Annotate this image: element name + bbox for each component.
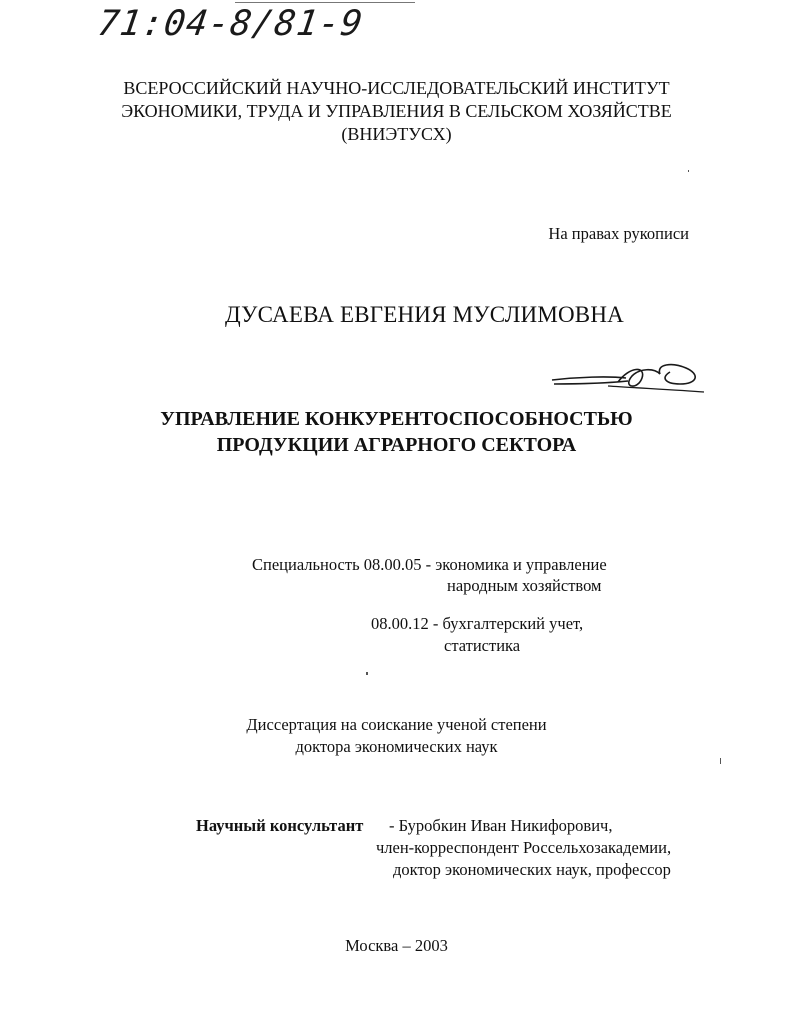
title-line-1: УПРАВЛЕНИЕ КОНКУРЕНТОСПОСОБНОСТЬЮ	[160, 408, 633, 430]
author-name: ДУСАЕВА ЕВГЕНИЯ МУСЛИМОВНА	[225, 302, 624, 327]
scan-speck	[366, 672, 368, 675]
scan-speck	[688, 170, 689, 172]
institute-line-3: (ВНИЭТУСХ)	[341, 124, 452, 144]
specialty-line-1: Специальность 08.00.05 - экономика и управление	[252, 555, 607, 574]
specialty-line-4: статистика	[444, 636, 521, 655]
specialty-line-3: 08.00.12 - бухгалтерский учет,	[371, 614, 584, 633]
title-line-2: ПРОДУКЦИИ АГРАРНОГО СЕКТОРА	[216, 434, 577, 456]
dissertation-title	[0, 406, 793, 458]
city-year: Москва – 2003	[345, 936, 448, 955]
degree-line-2: доктора экономических наук	[295, 737, 498, 756]
scan-speck	[720, 758, 721, 764]
institute-line-2: ЭКОНОМИКИ, ТРУДА И УПРАВЛЕНИЯ В СЕЛЬСКОМ ХОЗЯЙСТВЕ	[121, 101, 672, 121]
scan-edge-line	[235, 2, 415, 3]
degree-statement	[0, 714, 793, 758]
specialty-line-2: народным хозяйством	[447, 576, 602, 595]
institute-line-1: ВСЕРОССИЙСКИЙ НАУЧНО-ИССЛЕДОВАТЕЛЬСКИЙ ИНСТИТУТ	[123, 78, 670, 98]
consultant-label: Научный консультант	[196, 816, 364, 835]
manuscript-note: На правах рукописи	[548, 224, 689, 243]
consultant-title-1: член-корреспондент Россельхозакадемии,	[376, 838, 672, 857]
consultant-title-2: доктор экономических наук, профессор	[393, 860, 671, 879]
archive-code-handwritten: 71:04-8/81-9	[95, 4, 366, 44]
institute-header	[0, 77, 793, 146]
signature-icon	[548, 360, 708, 396]
degree-line-1: Диссертация на соискание ученой степени	[246, 715, 547, 734]
consultant-name: - Буробкин Иван Никифорович,	[389, 816, 613, 835]
